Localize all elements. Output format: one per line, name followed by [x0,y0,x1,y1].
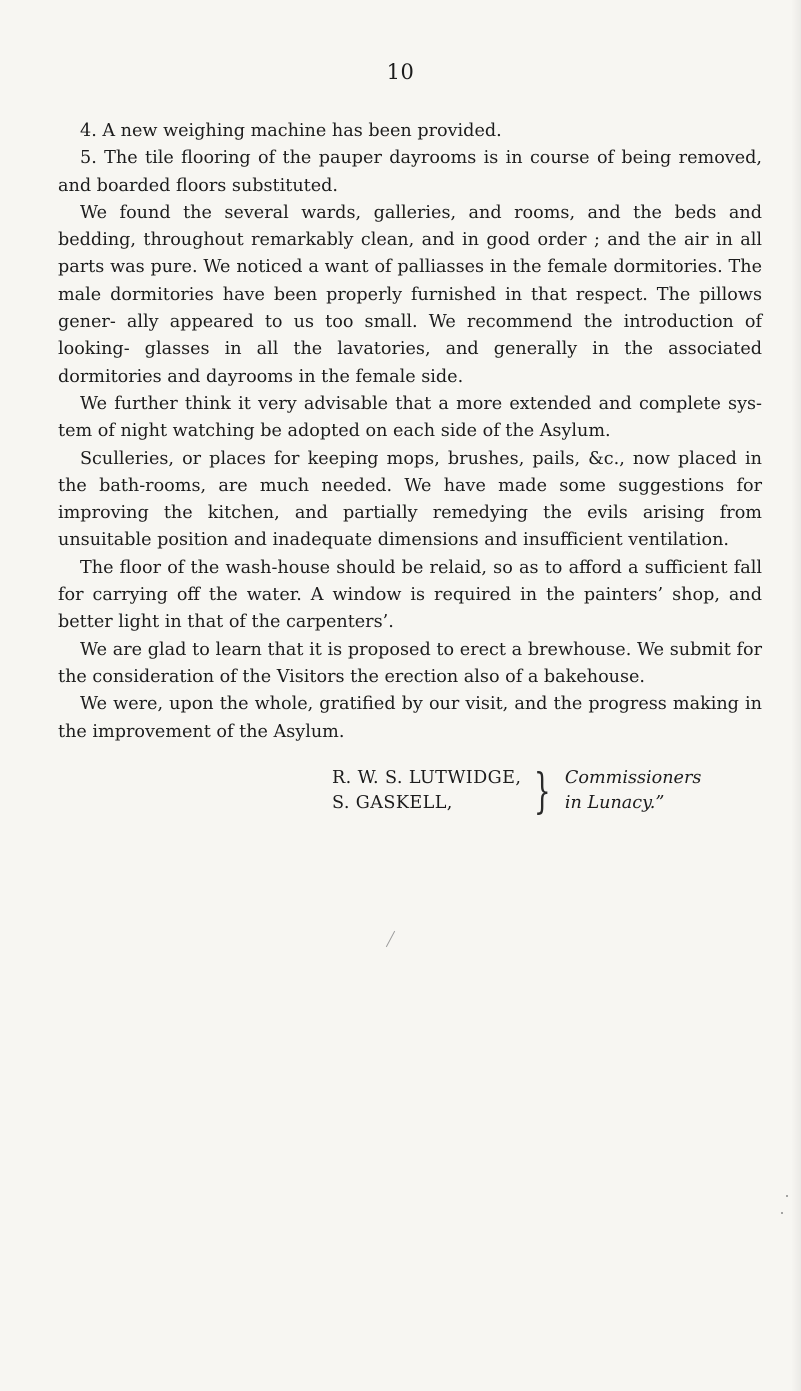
speck-mark [786,1195,788,1197]
signatory-title [565,766,702,816]
signatory-name: S. GASKELL, [332,793,453,813]
signature-block [332,763,702,819]
paragraph-conclusion: We were, upon the whole, gratified by our visit, and the progress making in the improvement of the Asylum. [58,694,762,742]
paragraph-sculleries: Sculleries, or places for keeping mops, brushes, pails, &c., now placed in the bath-rooms, are much needed. We have made some suggestions for improving the kitchen, and partially remedying the evils arising from unsuitable position and inadequate dimensions and insufficient ventilation. [58,448,762,551]
signatory-title-line: in Lunacy.” [564,793,665,813]
signatory-name: R. W. S. LUTWIDGE, [332,768,522,788]
brace-icon: } [534,763,552,819]
paragraph-wards-condition: We found the several wards, galleries, and rooms, and the beds and bedding, throughout remarkably clean, and in good order ; and the air in all parts was pure. We noticed a want of palliasses in the female dormitories. The male dormitories have been properly furnished in that respect. The pillows gener- ally appeared to us too small. We recommend the introduction of looking- glasses in all the lavatories, and generally in the associated dormitories and dayrooms in the female side. [58,202,762,387]
body-text [58,118,762,746]
paragraph-wash-house: The floor of the wash-house should be relaid, so as to afford a sufficient fall for carrying off the water. A window is required in the painters’ shop, and better light in that of the carpenters’. [58,557,762,633]
page-edge-shadow [791,0,801,1391]
speck-mark [781,1212,783,1214]
signatory-title-line: Commissioners [564,768,702,788]
stray-pen-mark [386,931,395,947]
paragraph-item-4: 4. A new weighing machine has been provided. [80,121,502,141]
paragraph-item-5: 5. The tile flooring of the pauper dayrooms is in course of being removed, and boarded floors substituted. [58,148,762,196]
signatory-names [332,766,521,816]
paragraph-night-watching: We further think it very advisable that a more extended and complete sys- tem of night watching be adopted on each side of the Asylum. [58,393,762,442]
paragraph-brewhouse: We are glad to learn that it is proposed to erect a brewhouse. We submit for the consideration of the Visitors the erection also of a bakehouse. [58,639,762,687]
page-number: 10 [386,60,415,84]
